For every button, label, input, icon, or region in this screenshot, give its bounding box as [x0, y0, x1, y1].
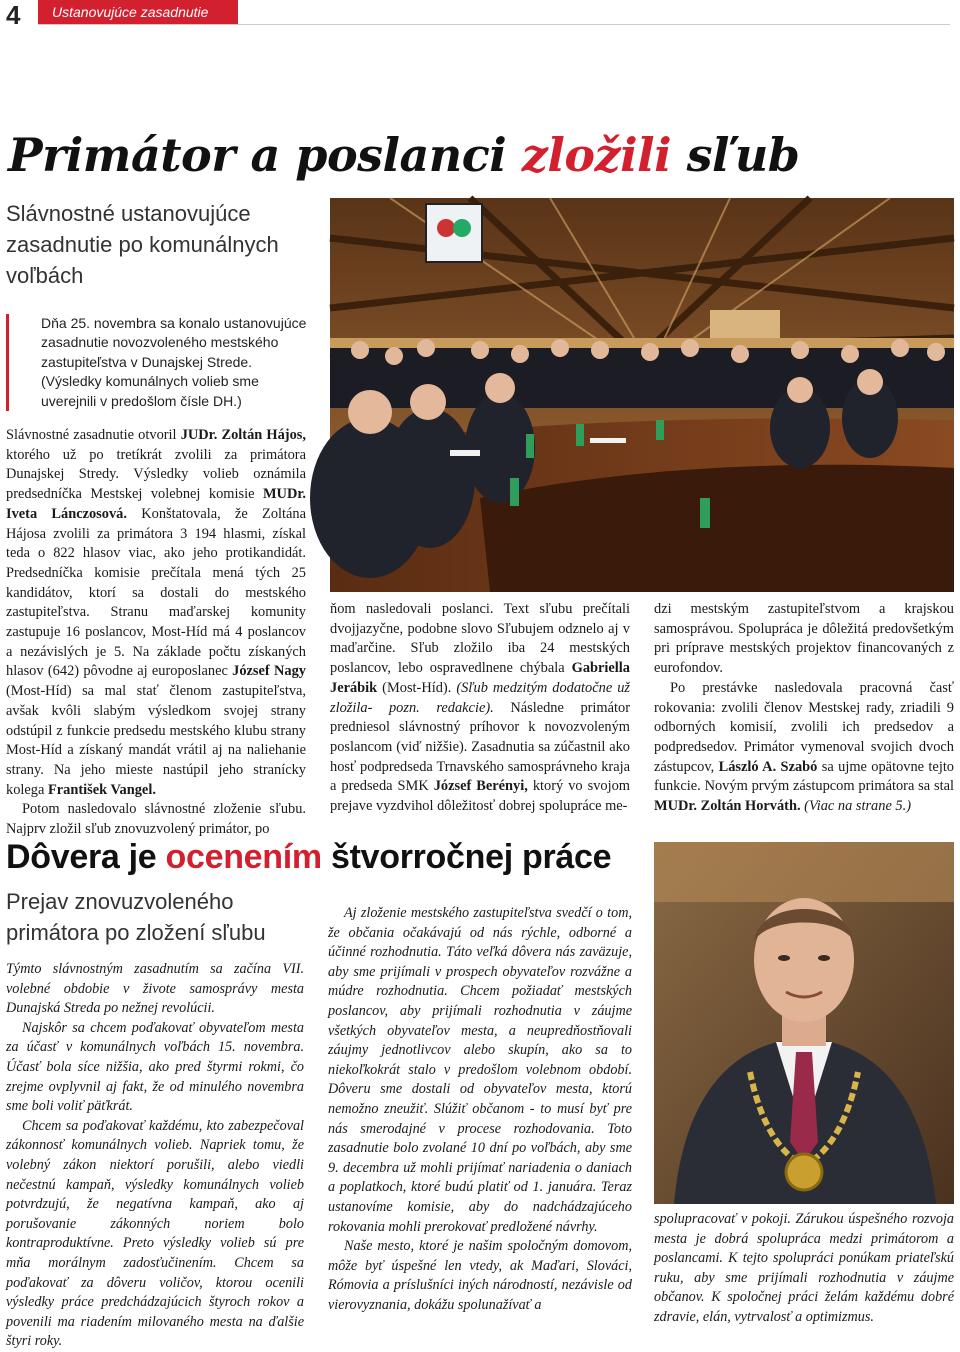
headline-part: Primátor a poslanci: [8, 128, 522, 182]
headline-part: štvorročnej práce: [321, 838, 612, 876]
section-label: Ustanovujúce zasadnutie: [38, 0, 238, 25]
text: ktorého už po tretíkrát zvolili za primátora Dunajskej Stredy. Výsledky volieb oznámila predsedníčka Mestskej volebnej komisie: [6, 446, 306, 503]
person-name: József Berényi,: [433, 778, 528, 795]
article-column-3: [654, 600, 954, 817]
person-name: Gabriella Jerábik: [330, 660, 630, 696]
header-divider: [38, 24, 950, 25]
paragraph: Naše mesto, ktoré je našim spoločným domovom, môže byť úspešné len vtedy, ak Maďari, Slováci, Rómovia a príslušníci iných národností, nezávisle od vierovyznania, dokážu spolunažívať a: [328, 1238, 632, 1313]
article-lead: Dňa 25. novembra sa konalo ustanovujúce zasadnutie novozvoleného mestského zastupiteľstva v Dunajskej Strede. (Výsledky komunálnych volieb sme uverejnili v predošlom čísle DH.): [6, 314, 312, 411]
article-subtitle: Slávnostné ustanovujúce zasadnutie po komunálnych voľbách: [6, 201, 279, 288]
headline-part: sľub: [671, 128, 800, 182]
speech-column-3: spolupracovať v pokoji. Zárukou úspešného rozvoja mesta je dobrá spolupráca medzi primátorom a poslancami. K tejto spolupráci ponúkam priateľskú ruku, aby sme prijímali rozhodnutia v záujme občanov. K spoločnej práci želám každému dobré zdravie, elán, vytrvalosť a optimizmus.: [654, 1211, 954, 1325]
text: Slávnostné zasadnutie otvoril: [6, 427, 181, 443]
text: (Most-Híd).: [377, 679, 457, 696]
text: ktorý vo svojom prejave vyzdvihol dôležitosť dobrej spolupráce me-: [330, 778, 630, 815]
person-name: József Nagy: [232, 663, 307, 680]
headline-accent: zložili: [521, 128, 672, 182]
text: (Most-Híd) sa mal stať členom zastupiteľstva, avšak kvôli slabým výsledkom svojej strany odstúpil z funkcie predsedu mestského klubu strany Most-Híd a získaný mandát vrátil aj na naliehanie strany. Na jeho mieste nastúpil jeho stranícky kolega: [6, 683, 306, 798]
article-headline: [8, 128, 799, 182]
speech-column-2: [328, 904, 632, 1315]
person-name: František Vangel.: [47, 781, 156, 798]
article-column-1: [6, 426, 306, 840]
text: Následne primátor predniesol slávnostný príhovor k novozvoleným poslancom (viď nižšie). Zasadnutia sa zúčastnil ako hosť podpredseda Trnavského samosprávneho kraja a predseda SMK: [330, 699, 630, 795]
paragraph: Chcem sa poďakovať každému, kto zabezpečoval zákonnosť komunálnych volieb. Napriek tomu, že volebný zákon niektorí porušili, alebo viedli nečestnú kampaň, výsledky komunálnych volieb potvrdzujú, že negatívna kampaň, ako aj porušovanie zákonných noriem bolo kontraproduktívne. Preto výsledky volieb sú pre mňa morálnym zadosťučinením. Chcem sa poďakovať za dôveru voličov, ktorou ocenili výsledky práce predchádzajúcich štyroch rokov a povenili ma riadením milovaného mesta na ďalšie štyri roky.: [6, 1117, 304, 1350]
headline-part: Dôvera je: [6, 838, 166, 876]
paragraph: dzi mestským zastupiteľstvom a krajskou samosprávou. Spolupráca je dôležitá predovšetkým pri príprave mestských projektov financovaných z eurofondov.: [654, 601, 954, 677]
paragraph: [330, 600, 630, 817]
article-headline: [6, 838, 611, 877]
paragraph: [654, 679, 954, 817]
paragraph: Týmto slávnostným zasadnutím sa začína VII. volebné obdobie v živote samosprávy mesta Dunajská Streda po nežnej revolúcii.: [6, 961, 304, 1017]
page-number: 4: [6, 0, 21, 30]
person-name: László A. Szabó: [718, 758, 818, 775]
headline-accent: ocenením: [165, 838, 322, 876]
text: sa ujme opätovne tejto funkcie. Novým prvým zástupcom primátora sa stal: [654, 758, 955, 795]
council-meeting-photo: [330, 198, 954, 592]
person-name: MUDr. Zoltán Horváth.: [654, 798, 801, 815]
text: ňom nasledovali poslanci. Text sľubu prečítali dvojjazyčne, podobne slovo Sľubujem odznelo aj v maďarčine. Sľub zložilo iba 24 mestských poslancov, lebo ospravedlnene chýbala: [330, 601, 630, 677]
paragraph: Potom nasledovalo slávnostné zloženie sľubu. Najprv zložil sľub znovuzvolený primátor, po: [6, 801, 306, 838]
paragraph: [6, 426, 306, 800]
editor-note: (Sľub medzitým dodatočne už zložila- pozn. redakcie).: [330, 679, 630, 716]
text: Konštatovala, že Zoltána Hájosa zvolili za primátora 3 194 hlasmi, získal teda o 822 hlasov viac, ako jeho protikandidát. Predsedníčka komisie prečítala mená tých 25 kandidátov, ktorí sa dostali do mestského zastupiteľstva. Stranu maďarskej komunity zastupuje 16 poslancov, Most-Híd má 4 poslancov a nezávislých je 5. Na základe počtu získaných hlasov (642) pôvodne aj europoslanec: [6, 505, 306, 680]
page-reference: (Viac na strane 5.): [800, 798, 912, 815]
person-name: MUDr. Iveta Lánczosová.: [6, 486, 306, 522]
paragraph: Aj zloženie mestského zastupiteľstva svedčí o tom, že občania očakávajú od nás rýchle, odborné a účinné rozhodnutia. Táto veľká dôvera nás zaväzuje, aby sme prijímali v prospech obyvateľov rozvážne a múdre rozhodnutia. Chcem požiadať mestských poslancov, aby prijímali rozhodnutia v záujme všetkých obyvateľov mesta, a neupredňostňovali záujmy jednotlivcov alebo skupín, ako sa to niekoľkokrát stalo v predošlom volebnom období. Dôveru sme dostali od obyvateľov mesta, ktorú nemožno zneužiť. Slúžiť občanom - to musí byť pre nás smerodajné v procese rozhodovania. Toto zasadnutie bolo zvolané 10 dní po voľbách, aby sme 9. decembra už mohli prijímať nariadenia o daniach a poplatkoch, ktoré budú platiť od 1. januára. Teraz ustanovíme komisie, aby do nadchádzajúceho rokovania mohli prerokovať predložené návrhy.: [328, 905, 632, 1235]
article-subtitle: Prejav znovuzvoleného primátora po zložení sľubu: [6, 889, 266, 945]
mayor-portrait-photo: [654, 842, 954, 1204]
paragraph: Najskôr sa chcem poďakovať obyvateľom mesta za účasť v komunálnych voľbách 15. novembra. Účasť bola síce nižšia, ako pred štyrmi rokmi, čo zrejme ovplyvnil aj fakt, že od minulého novembra sme boli voliť päťkrát.: [6, 1019, 304, 1115]
text: Po prestávke nasledovala pracovná časť rokovania: zvolili členov Mestskej rady, zriadili 9 odborných komisií, zvolili ich predsedov a podpredsedov. Primátor vymenoval svojich dvoch zástupcov,: [654, 679, 954, 775]
speech-column-1: [6, 960, 304, 1352]
person-name: JUDr. Zoltán Hájos,: [180, 427, 306, 443]
article-column-2: [330, 600, 630, 817]
